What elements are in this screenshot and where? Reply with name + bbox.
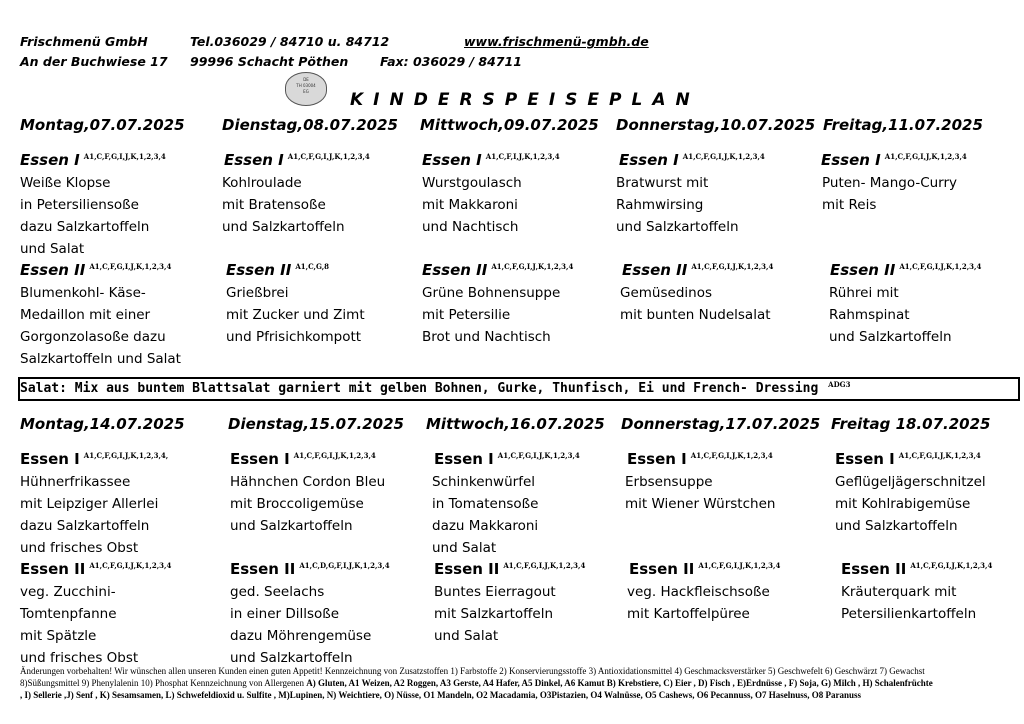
allergen-codes: A1,C,F,G,I,J,K,1,2,3,4 — [491, 262, 574, 271]
dish-line: mit Reis — [822, 197, 877, 213]
day-heading: Mittwoch,09.07.2025 — [420, 116, 599, 134]
footer-allergens-list: A) Gluten, A1 Weizen, A2 Roggen, A3 Gerste, A4 Hafer, A5 Dinkel, A6 Kamut B) Krebstiere, C) Eier , D) Fisch , E)Erdnüsse , F) Soja, G) Milch , H) Schalenfrüchte — [306, 678, 933, 688]
stamp-line-3: EG — [303, 89, 309, 94]
stamp-line-1: DE — [303, 77, 309, 82]
dish-line: veg. Zucchini- — [20, 584, 116, 600]
essen-heading — [20, 151, 166, 169]
dish-line: mit Leipziger Allerlei — [20, 496, 159, 512]
allergen-codes: A1,C,G,8 — [295, 262, 330, 271]
salad-text — [20, 381, 851, 396]
footer-allergens-intro: 8)Süßungsmittel 9) Phenylalenin 10) Phosphat Kennzeichnung von Allergenen — [20, 678, 307, 688]
dish-line: und Salzkartoffeln — [616, 219, 739, 235]
dish-line: Rührei mit — [829, 285, 899, 301]
day-heading: Donnerstag,10.07.2025 — [616, 116, 816, 134]
allergen-codes: A1,C,F,G,I,J,K,1,2,3,4 — [899, 262, 982, 271]
dish-line: mit Bratensoße — [222, 197, 326, 213]
day-heading: Freitag 18.07.2025 — [831, 415, 991, 433]
dish-line: Buntes Eierragout — [434, 584, 556, 600]
essen-label: Essen I — [20, 450, 80, 468]
dish-line: mit Wiener Würstchen — [625, 496, 776, 512]
essen-label: Essen II — [622, 261, 688, 279]
dish-line: Rahmspinat — [829, 307, 910, 323]
day-heading: Mittwoch,16.07.2025 — [426, 415, 605, 433]
essen-label: Essen I — [230, 450, 290, 468]
essen-label: Essen II — [20, 261, 86, 279]
essen-heading — [20, 261, 171, 279]
essen-label: Essen II — [230, 560, 296, 578]
dish-line: in einer Dillsoße — [230, 606, 340, 622]
dish-line: dazu Makkaroni — [432, 518, 539, 534]
essen-heading — [226, 261, 329, 279]
allergen-codes: A1,C,F,G,I,J,K,1,2,3,4, — [83, 451, 169, 460]
allergen-codes: A1,C,F,G,I,J,K,1,2,3,4 — [83, 152, 166, 161]
dish-line: Gorgonzolasoße dazu — [20, 329, 166, 345]
dish-line: und frisches Obst — [20, 540, 139, 556]
essen-label: Essen II — [20, 560, 86, 578]
salad-description: Salat: Mix aus buntem Blattsalat garniert mit gelben Bohnen, Gurke, Thunfisch, Ei und French- Dressing — [20, 381, 819, 396]
dish-line: Petersilienkartoffeln — [841, 606, 977, 622]
allergen-codes: A1,C,F,G,I,J,K,1,2,3,4 — [910, 561, 993, 570]
essen-heading — [230, 560, 390, 578]
allergen-codes: A1,C,D,G,F,I,J,K,1,2,3,4 — [299, 561, 390, 570]
company-name: Frischmenü GmbH — [20, 34, 148, 49]
dish-line: Hähnchen Cordon Bleu — [230, 474, 386, 490]
dish-line: mit Kartoffelpüree — [627, 606, 750, 622]
dish-line: dazu Möhrengemüse — [230, 628, 372, 644]
city-address: 99996 Schacht Pöthen — [190, 54, 349, 69]
essen-label: Essen I — [619, 151, 679, 169]
day-heading: Dienstag,08.07.2025 — [222, 116, 398, 134]
dish-line: in Petersiliensoße — [20, 197, 139, 213]
dish-line: Rahmwirsing — [616, 197, 704, 213]
essen-heading — [619, 151, 765, 169]
dish-line: Grießbrei — [226, 285, 289, 301]
dish-line: mit Petersilie — [422, 307, 511, 323]
essen-label: Essen II — [841, 560, 907, 578]
dish-line: Gemüsedinos — [620, 285, 712, 301]
dish-line: Schinkenwürfel — [432, 474, 536, 490]
phone-number: Tel.036029 / 84710 u. 84712 — [190, 34, 390, 49]
dish-line: und frisches Obst — [20, 650, 139, 666]
dish-line: Blumenkohl- Käse- — [20, 285, 146, 301]
essen-heading — [20, 560, 171, 578]
essen-heading — [830, 261, 981, 279]
dish-line: Salzkartoffeln und Salat — [20, 351, 181, 367]
footer-allergens-1 — [20, 678, 933, 688]
allergen-codes: A1,C,F,G,I,J,K,1,2,3,4 — [690, 451, 773, 460]
dish-line: in Tomatensoße — [432, 496, 539, 512]
dish-line: und Nachtisch — [422, 219, 519, 235]
dish-line: dazu Salzkartoffeln — [20, 219, 150, 235]
dish-line: und Salat — [20, 241, 85, 257]
allergen-codes: A1,C,F,G,I,J,K,1,2,3,4 — [682, 152, 765, 161]
essen-heading — [422, 261, 573, 279]
dish-line: veg. Hackfleischsoße — [627, 584, 770, 600]
allergen-codes: A1,C,F,G,I,J,K,1,2,3,4 — [884, 152, 967, 161]
dish-line: Brot und Nachtisch — [422, 329, 551, 345]
essen-heading — [835, 450, 981, 468]
essen-label: Essen II — [434, 560, 500, 578]
essen-heading — [629, 560, 780, 578]
essen-label: Essen II — [422, 261, 488, 279]
allergen-codes: A1,C,F,G,I,J,K,1,2,3,4 — [89, 561, 172, 570]
dish-line: mit Salzkartoffeln — [434, 606, 554, 622]
dish-line: Weiße Klopse — [20, 175, 111, 191]
dish-line: und Salzkartoffeln — [230, 650, 353, 666]
dish-line: Hühnerfrikassee — [20, 474, 131, 490]
essen-label: Essen II — [226, 261, 292, 279]
essen-label: Essen I — [434, 450, 494, 468]
dish-line: Puten- Mango-Curry — [822, 175, 958, 191]
essen-label: Essen I — [835, 450, 895, 468]
dish-line: und Salat — [434, 628, 499, 644]
page-title: KINDERSPEISEPLAN — [350, 90, 700, 110]
day-heading: Freitag,11.07.2025 — [823, 116, 983, 134]
footer-allergens-2: , I) Sellerie ,J) Senf , K) Sesamsamen, L) Schwefeldioxid u. Sulfite , M)Lupinen, N) Weichtiere, O) Nüsse, O1 Mandeln, O2 Macadamia, O3Pistazien, O4 Walnüsse, O5 Cashews, O6 Pecannuss, O7 Haselnuss, O8 Paranuss — [20, 690, 862, 700]
essen-heading — [622, 261, 773, 279]
fax-number: Fax: 036029 / 84711 — [380, 54, 522, 69]
dish-line: und Salzkartoffeln — [230, 518, 353, 534]
dish-line: mit Broccoligemüse — [230, 496, 364, 512]
day-heading: Montag,14.07.2025 — [20, 415, 185, 433]
essen-heading — [230, 450, 376, 468]
allergen-codes: A1,C,F,G,I,J,K,1,2,3,4 — [698, 561, 781, 570]
dish-line: Kohlroulade — [222, 175, 302, 191]
dish-line: mit Makkaroni — [422, 197, 518, 213]
allergen-codes: A1,C,F,G,I,J,K,1,2,3,4 — [293, 451, 376, 460]
essen-label: Essen II — [830, 261, 896, 279]
dish-line: und Salzkartoffeln — [829, 329, 952, 345]
allergen-codes: A1,C,F,I,J,K,1,2,3,4 — [485, 152, 560, 161]
allergen-codes: A1,C,F,G,I,J,K,1,2,3,4 — [691, 262, 774, 271]
essen-heading — [841, 560, 992, 578]
essen-heading — [434, 560, 585, 578]
allergen-codes: A1,C,F,G,I,J,K,1,2,3,4 — [898, 451, 981, 460]
essen-label: Essen I — [422, 151, 482, 169]
dish-line: Grüne Bohnensuppe — [422, 285, 561, 301]
dish-line: und Salzkartoffeln — [835, 518, 958, 534]
footer-additives: Änderungen vorbehalten! Wir wünschen allen unseren Kunden einen guten Appetit! Kennzeichnung von Zusatzstoffen 1) Farbstoffe 2) Konservierungsstoffe 3) Antioxidationsmittel 4) Geschmacksverstärker 5) Geschwefelt 6) Geschwärzt 7) Gewachst — [20, 666, 925, 676]
dish-line: Geflügeljägerschnitzel — [835, 474, 986, 490]
dish-line: dazu Salzkartoffeln — [20, 518, 150, 534]
health-mark-stamp — [285, 72, 327, 106]
street-address: An der Buchwiese 17 — [20, 54, 168, 69]
dish-line: mit Spätzle — [20, 628, 97, 644]
dish-line: Tomtenpfanne — [20, 606, 117, 622]
essen-heading — [20, 450, 168, 468]
dish-line: Erbsensuppe — [625, 474, 713, 490]
dish-line: Medaillon mit einer — [20, 307, 151, 323]
essen-label: Essen I — [821, 151, 881, 169]
allergen-codes: A1,C,F,G,I,J,K,1,2,3,4 — [287, 152, 370, 161]
stamp-line-2: TH 03004 — [296, 83, 316, 88]
day-heading: Donnerstag,17.07.2025 — [621, 415, 821, 433]
day-heading: Montag,07.07.2025 — [20, 116, 185, 134]
essen-label: Essen II — [629, 560, 695, 578]
essen-heading — [422, 151, 560, 169]
dish-line: mit Kohlrabigemüse — [835, 496, 971, 512]
day-heading: Dienstag,15.07.2025 — [228, 415, 404, 433]
allergen-codes: A1,C,F,G,I,J,K,1,2,3,4 — [503, 561, 586, 570]
dish-line: Wurstgoulasch — [422, 175, 522, 191]
dish-line: mit Zucker und Zimt — [226, 307, 365, 323]
salad-box — [18, 377, 1020, 401]
dish-line: mit bunten Nudelsalat — [620, 307, 771, 323]
essen-label: Essen I — [20, 151, 80, 169]
dish-line: ged. Seelachs — [230, 584, 325, 600]
essen-heading — [224, 151, 370, 169]
dish-line: und Salzkartoffeln — [222, 219, 345, 235]
allergen-codes: A1,C,F,G,I,J,K,1,2,3,4 — [497, 451, 580, 460]
website-link[interactable]: www.frischmenü-gmbh.de — [464, 34, 649, 49]
dish-line: Bratwurst mit — [616, 175, 709, 191]
dish-line: und Pfrisichkompott — [226, 329, 362, 345]
salad-codes: ADG3 — [828, 380, 851, 389]
essen-label: Essen I — [224, 151, 284, 169]
dish-line: Kräuterquark mit — [841, 584, 957, 600]
essen-heading — [821, 151, 967, 169]
essen-label: Essen I — [627, 450, 687, 468]
essen-heading — [434, 450, 580, 468]
dish-line: und Salat — [432, 540, 497, 556]
allergen-codes: A1,C,F,G,I,J,K,1,2,3,4 — [89, 262, 172, 271]
essen-heading — [627, 450, 773, 468]
